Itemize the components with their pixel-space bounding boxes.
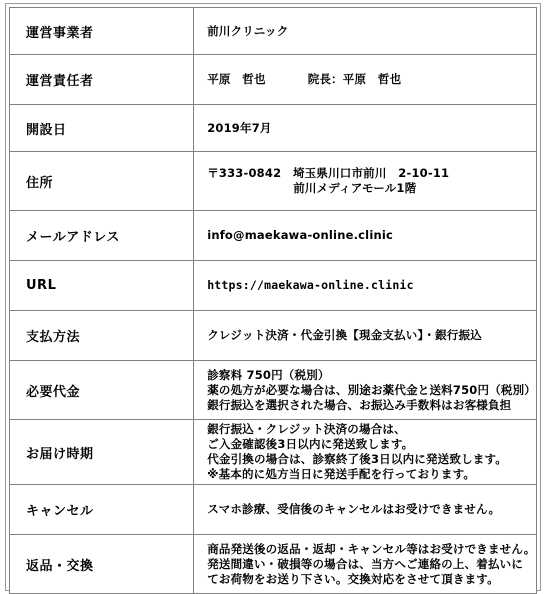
address-line: 〒333-0842 埼玉県川口市前川 2-10-11 — [207, 166, 450, 180]
fee-line: 診察料 750円（税別） — [207, 367, 330, 382]
operator-name: 前川クリニック — [207, 23, 289, 38]
row-value — [194, 311, 536, 360]
delivery-line: ※基本的に処方当日に発送手配を行っております。 — [207, 467, 476, 481]
row-label: お届け時期 — [10, 420, 193, 484]
manager-name: 平原 哲也 — [207, 72, 266, 86]
row-value — [194, 261, 536, 310]
table-row-returns — [10, 535, 536, 593]
row-label: メールアドレス — [10, 211, 193, 260]
table-row-url — [10, 261, 536, 310]
table-row-operator — [10, 8, 536, 54]
row-label: 運営責任者 — [10, 55, 193, 104]
email-link[interactable]: info@maekawa-online.clinic — [207, 228, 394, 242]
table-row-email — [10, 211, 536, 260]
delivery-line: ご入金確認後3日以内に発送致します。 — [207, 437, 414, 451]
established-date: 2019年7月 — [207, 120, 272, 135]
table-row-address — [10, 152, 536, 210]
row-value — [194, 420, 536, 484]
table-row-manager — [10, 55, 536, 104]
row-label: 住所 — [10, 152, 193, 210]
row-label: 開設日 — [10, 105, 193, 151]
row-value — [194, 361, 536, 419]
row-label: 支払方法 — [10, 311, 193, 360]
row-label: キャンセル — [10, 485, 193, 534]
table-row-cancel — [10, 485, 536, 534]
row-label: 必要代金 — [10, 361, 193, 419]
fee-line: 銀行振込を選択された場合、お振込み手数料はお客様負担 — [207, 397, 512, 412]
row-label: URL — [10, 261, 193, 310]
row-value — [194, 105, 536, 151]
payment-methods: クレジット決済・代金引換【現金支払い】・銀行振込 — [207, 328, 482, 342]
returns-line: 商品発送後の返品・返却・キャンセル等はお受けできません。 — [207, 541, 536, 556]
row-value — [194, 485, 536, 534]
row-value — [194, 535, 536, 593]
director-name: 院長：平原 哲也 — [307, 72, 402, 86]
returns-line: 発送間違い・破損等の場合は、当方へご連絡の上、着払いに — [207, 556, 524, 571]
row-value — [194, 211, 536, 260]
table-row-fees — [10, 361, 536, 419]
table-row-delivery — [10, 420, 536, 484]
fee-line: 薬の処方が必要な場合は、別途お薬代金と送料750円（税別） — [207, 382, 536, 397]
business-info-table — [9, 7, 537, 594]
returns-line: てお荷物をお送り下さい。交換対応をさせて頂きます。 — [207, 571, 499, 586]
delivery-line: 代金引換の場合は、診察終了後3日以内に発送致します。 — [207, 452, 507, 466]
cancel-policy: スマホ診療、受信後のキャンセルはお受けできません。 — [207, 502, 501, 516]
row-value — [194, 8, 536, 54]
info-table-frame — [5, 3, 541, 591]
table-row-established — [10, 105, 536, 151]
delivery-line: 銀行振込・クレジット決済の場合は、 — [207, 422, 406, 436]
row-label: 返品・交換 — [10, 535, 193, 593]
row-value — [194, 55, 536, 104]
table-row-payment — [10, 311, 536, 360]
row-value — [194, 152, 536, 210]
site-url-link[interactable]: https://maekawa-online.clinic — [207, 278, 414, 292]
row-label: 運営事業者 — [10, 8, 193, 54]
address-line: 前川メディアモール1階 — [293, 181, 417, 195]
